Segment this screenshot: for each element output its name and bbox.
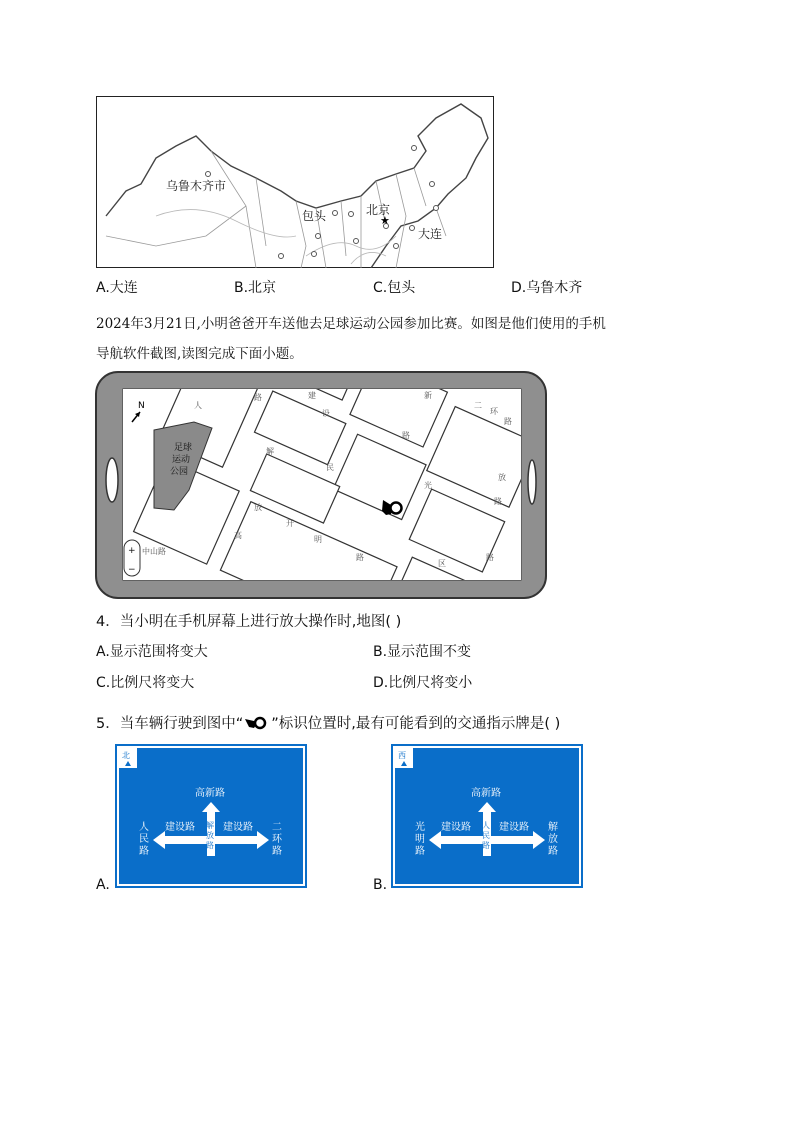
sign-a-left-dest: 人 <box>139 822 149 833</box>
q4-option-b[interactable]: B.显示范围不变 <box>373 644 472 660</box>
city-dalian-label: 大连 <box>418 227 443 241</box>
sign-a-direction: 北 <box>122 751 130 760</box>
road-label: 二 <box>474 401 482 410</box>
zoom-in-button[interactable]: + <box>128 546 136 556</box>
q3-option-d[interactable]: D.乌鲁木齐 <box>511 280 583 296</box>
city-beijing-label: 北京 <box>366 203 391 217</box>
sign-b-center-road: 人 <box>482 821 490 830</box>
q5-stem <box>96 712 560 733</box>
sign-a-left-dest: 民 <box>139 834 149 845</box>
road-label: 建 <box>308 391 316 400</box>
city-baotou-label: 包头 <box>302 209 327 223</box>
q5-stem-before: 5．当车辆行驶到图中“ <box>96 716 244 732</box>
sign-a-center-road: 路 <box>206 841 214 850</box>
sign-a-right-road: 建设路 <box>223 822 253 833</box>
sign-a-right-dest: 路 <box>272 846 282 857</box>
sign-b-left-dest: 明 <box>415 834 425 845</box>
sign-b-direction: 西 <box>398 751 406 760</box>
road-label: 设 <box>322 409 330 418</box>
road-label: 光 <box>424 481 432 490</box>
road-label: 放 <box>498 473 506 482</box>
q4-option-c[interactable]: C.比例尺将变大 <box>96 675 195 691</box>
intro-line-2: 导航软件截图,读图完成下面小题。 <box>96 346 303 362</box>
phone-nav-svg <box>94 370 548 600</box>
sign-b-left-dest: 路 <box>415 846 425 857</box>
traffic-sign-a[interactable] <box>115 744 307 888</box>
road-label: 路 <box>494 497 502 506</box>
q3-option-c[interactable]: C.包头 <box>373 280 416 296</box>
traffic-sign-b-svg <box>391 744 583 888</box>
q4-stem: 4．当小明在手机屏幕上进行放大操作时,地图( ) <box>96 614 402 630</box>
north-label: N <box>138 401 145 411</box>
road-label: 路 <box>504 417 512 426</box>
phone-nav-figure <box>94 370 548 600</box>
sign-a-center-road: 解 <box>206 821 214 830</box>
phone-home-button <box>528 460 536 504</box>
park-label-1: 足球 <box>174 443 193 453</box>
traffic-sign-b[interactable] <box>391 744 583 888</box>
q3-option-a[interactable]: A.大连 <box>96 280 138 296</box>
q5-option-a-label[interactable]: A. <box>96 877 110 893</box>
sign-a-center-road: 放 <box>206 831 214 840</box>
road-label: 路 <box>402 431 410 440</box>
china-map-figure <box>96 96 494 268</box>
road-label: 解 <box>266 447 274 456</box>
intro-line-1: 2024年3月21日,小明爸爸开车送他去足球运动公园参加比赛。如图是他们使用的手机 <box>96 316 606 332</box>
sign-a-top-road: 高新路 <box>195 788 225 799</box>
q4-option-d[interactable]: D.比例尺将变小 <box>373 675 473 691</box>
china-map-svg <box>96 96 494 268</box>
road-label: 区 <box>438 559 446 568</box>
sign-b-right-road: 建设路 <box>499 822 529 833</box>
sign-b-left-dest: 光 <box>415 822 425 833</box>
q5-option-b-label[interactable]: B. <box>373 877 388 893</box>
road-label: 人 <box>194 401 202 410</box>
q4-option-a[interactable]: A.显示范围将变大 <box>96 644 208 660</box>
sign-a-left-road: 建设路 <box>165 822 195 833</box>
sign-b-right-dest: 放 <box>548 834 558 845</box>
park-label-2: 运动 <box>172 455 191 465</box>
road-label: 明 <box>314 535 322 544</box>
road-label: 放 <box>254 503 262 512</box>
road-label: 中山路 <box>142 547 166 556</box>
zoom-out-button[interactable]: − <box>128 565 136 575</box>
road-label: 民 <box>326 463 334 472</box>
park-label-3: 公园 <box>170 467 189 477</box>
sign-b-center-road: 路 <box>482 841 490 850</box>
sign-a-left-dest: 路 <box>139 846 149 857</box>
road-label: 开 <box>286 519 294 528</box>
traffic-sign-a-svg <box>115 744 307 888</box>
vehicle-marker-icon <box>244 715 270 731</box>
sign-a-right-dest: 二 <box>272 822 282 833</box>
sign-a-right-dest: 环 <box>272 834 282 845</box>
road-label: 新 <box>424 391 432 400</box>
road-label: 路 <box>254 393 262 402</box>
phone-side-button <box>106 458 118 502</box>
q5-stem-after: ”标识位置时,最有可能看到的交通指示牌是( ) <box>271 716 561 732</box>
sign-b-right-dest: 解 <box>548 822 558 833</box>
q3-option-b[interactable]: B.北京 <box>234 280 277 296</box>
road-label: 高 <box>234 531 242 540</box>
road-label: 环 <box>490 407 498 416</box>
city-urumqi-label: 乌鲁木齐市 <box>166 179 227 193</box>
sign-b-top-road: 高新路 <box>471 788 501 799</box>
sign-b-right-dest: 路 <box>548 846 558 857</box>
sign-b-left-road: 建设路 <box>441 822 471 833</box>
sign-b-center-road: 民 <box>482 831 490 840</box>
road-label: 路 <box>356 553 364 562</box>
road-label: 路 <box>486 553 494 562</box>
beijing-star: ★ <box>380 214 390 227</box>
